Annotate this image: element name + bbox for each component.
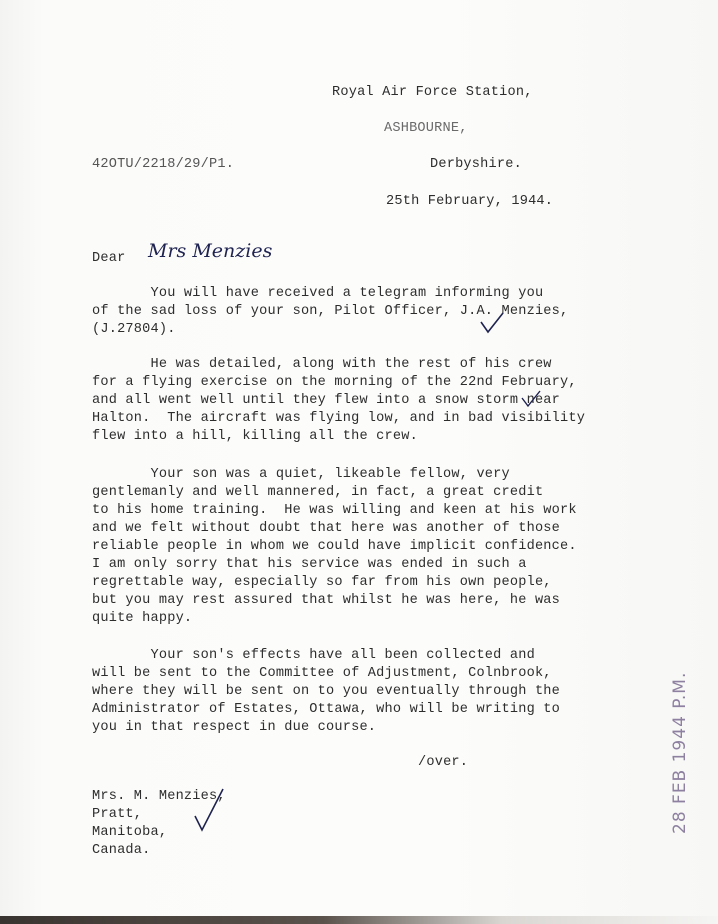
- text-line: regrettable way, especially so far from his own people,: [92, 575, 552, 590]
- text-line: and we felt without doubt that here was another of those: [92, 521, 561, 536]
- text-line: for a flying exercise on the morning of the 22nd February,: [92, 375, 577, 390]
- body-paragraph-4: [92, 647, 560, 737]
- text-line: Halton. The aircraft was flying low, and in bad visibility: [92, 411, 586, 426]
- salutation-handwritten: Mrs Menzies: [148, 240, 273, 262]
- text-line: of the sad loss of your son, Pilot Officer, J.A. Menzies,: [92, 304, 569, 319]
- text-line: reliable people in whom we could have implicit confidence.: [92, 539, 577, 554]
- addressee-line: Canada.: [92, 843, 151, 858]
- text-line: Your son's effects have all been collected and: [92, 648, 535, 663]
- received-date-stamp: 28 FEB 1944 P.M.: [670, 671, 690, 834]
- letterhead-station: Royal Air Force Station,: [332, 85, 533, 100]
- text-line: where they will be sent on to you eventually through the: [92, 684, 561, 699]
- text-line: flew into a hill, killing all the crew.: [92, 429, 418, 444]
- addressee-line: Manitoba,: [92, 825, 168, 840]
- text-line: will be sent to the Committee of Adjustment, Colnbrook,: [92, 666, 552, 681]
- checkmark-icon: [520, 388, 542, 410]
- scan-edge: [0, 916, 718, 924]
- letterhead-county: Derbyshire.: [430, 157, 522, 172]
- body-paragraph-2: [92, 356, 585, 446]
- body-paragraph-3: [92, 466, 577, 628]
- addressee-line: Mrs. M. Menzies,: [92, 789, 226, 804]
- continuation-note: /over.: [418, 755, 469, 770]
- reference-number: 42OTU/2218/29/P1.: [92, 157, 235, 172]
- text-line: I am only sorry that his service was ended in such a: [92, 557, 527, 572]
- text-line: you in that respect in due course.: [92, 720, 377, 735]
- text-line: Your son was a quiet, likeable fellow, very: [92, 467, 510, 482]
- text-line: You will have received a telegram informing you: [92, 286, 544, 301]
- text-line: Administrator of Estates, Ottawa, who will be writing to: [92, 702, 561, 717]
- text-line: and all went well until they flew into a snow storm near: [92, 393, 561, 408]
- salutation-typed: Dear: [92, 251, 126, 266]
- text-line: but you may rest assured that whilst he was here, he was: [92, 593, 561, 608]
- text-line: to his home training. He was willing and keen at his work: [92, 503, 577, 518]
- text-line: quite happy.: [92, 611, 193, 626]
- text-line: (J.27804).: [92, 322, 176, 337]
- checkmark-icon: [192, 786, 226, 834]
- checkmark-icon: [478, 310, 506, 336]
- text-line: He was detailed, along with the rest of his crew: [92, 357, 552, 372]
- letterhead-town: ASHBOURNE,: [384, 121, 468, 136]
- letter-date: 25th February, 1944.: [386, 194, 554, 209]
- addressee-line: Pratt,: [92, 807, 143, 822]
- text-line: gentlemanly and well mannered, in fact, a great credit: [92, 485, 544, 500]
